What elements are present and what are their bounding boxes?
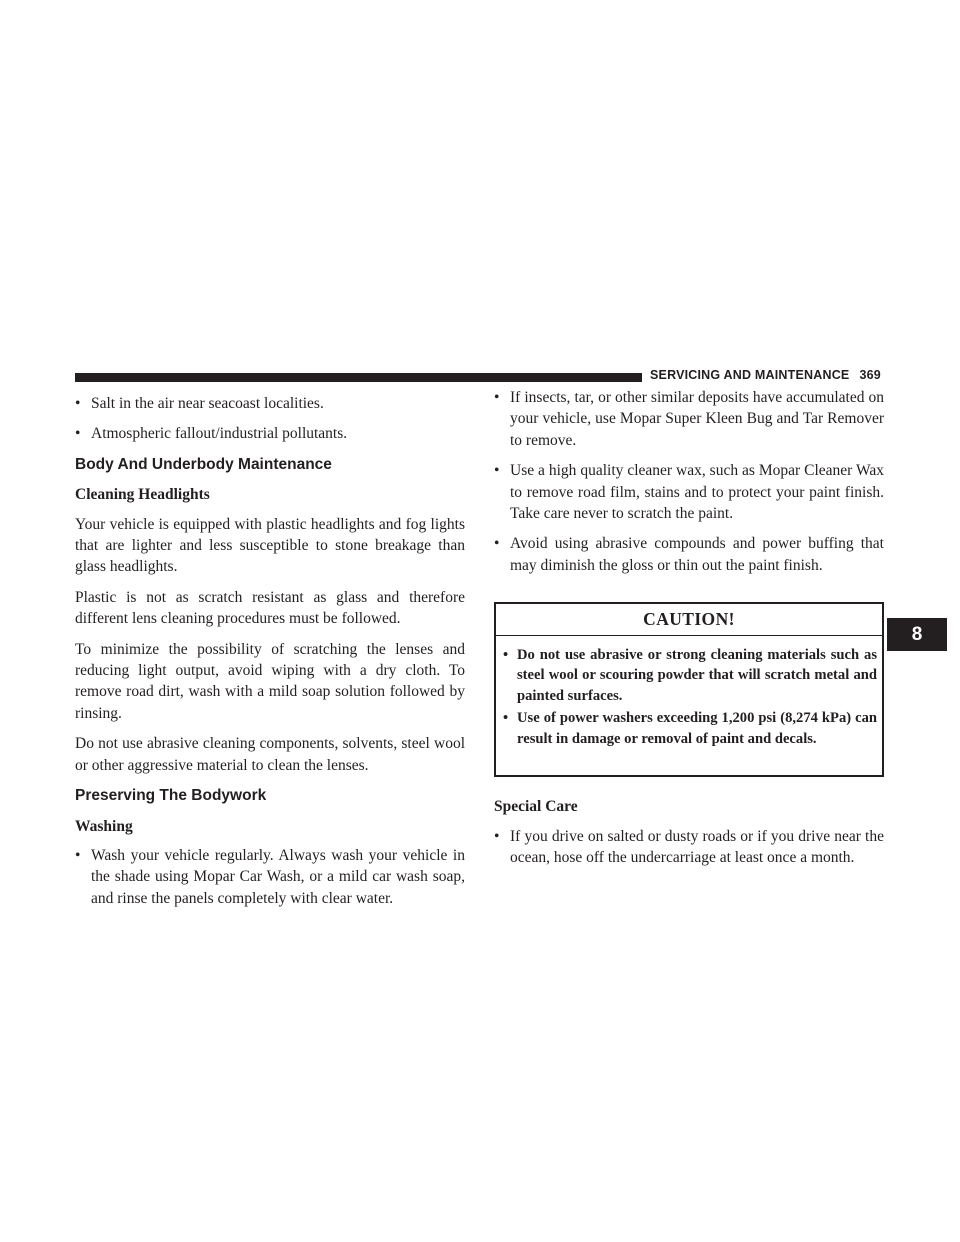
paragraph: Plastic is not as scratch resistant as glass and therefore different lens cleaning procedures must be followed. (75, 588, 465, 628)
left-column (75, 393, 465, 918)
bullet-icon: • (503, 646, 509, 663)
subheading: Special Care (494, 798, 578, 816)
section-title: SERVICING AND MAINTENANCE (650, 368, 850, 382)
caution-box (494, 602, 884, 777)
paragraph: Your vehicle is equipped with plastic headlights and fog lights that are lighter and less susceptible to stone breakage than glass headlights. (75, 515, 465, 576)
paragraph: To minimize the possibility of scratching the lenses and reducing light output, avoid wiping with a dry cloth. To remove road dirt, wash with a mild soap solution followed by rinsing. (75, 640, 465, 722)
page-number: 369 (859, 368, 881, 382)
list-item: • Salt in the air near seacoast localities. (75, 393, 465, 414)
list-item: • Wash your vehicle regularly. Always wash your vehicle in the shade using Mopar Car Wash, or a mild car wash soap, and rinse the panels completely with clear water. (75, 846, 465, 907)
bullet-icon: • (494, 535, 500, 553)
bullet-icon: • (494, 389, 500, 406)
subheading: Cleaning Headlights (75, 486, 210, 504)
bullet-icon: • (75, 425, 81, 443)
caution-item: • Use of power washers exceeding 1,200 psi (8,274 kPa) can result in damage or removal of paint and decals. (503, 710, 877, 747)
running-header (650, 368, 881, 382)
list-item: • If insects, tar, or other similar deposits have accumulated on your vehicle, use Mopar Super Kleen Bug and Tar Remover to remove. (494, 389, 884, 449)
bullet-icon: • (75, 395, 81, 412)
bullet-icon: • (494, 462, 500, 480)
list-item: • If you drive on salted or dusty roads or if you drive near the ocean, hose off the undercarriage at least once a month. (494, 827, 884, 866)
list-item: • Atmospheric fallout/industrial pollutants. (75, 423, 465, 444)
header-rule (75, 373, 642, 382)
subheading: Washing (75, 817, 133, 835)
caution-title: CAUTION! (496, 604, 882, 635)
section-heading: Body And Underbody Maintenance (75, 455, 332, 473)
bullet-icon: • (494, 827, 500, 845)
list-item: • Use a high quality cleaner wax, such as Mopar Cleaner Wax to remove road film, stains and to protect your paint finish. Take care never to scratch the paint. (494, 462, 884, 523)
bullet-icon: • (75, 846, 81, 864)
paragraph: Do not use abrasive cleaning components, solvents, steel wool or other aggressive material to clean the lenses. (75, 735, 465, 774)
caution-item: • Do not use abrasive or strong cleaning materials such as steel wool or scouring powder that will scratch metal and painted surfaces. (503, 646, 877, 704)
chapter-tab: 8 (887, 618, 947, 651)
bullet-icon: • (503, 710, 509, 727)
section-heading: Preserving The Bodywork (75, 787, 267, 805)
list-item: • Avoid using abrasive compounds and power buffing that may diminish the gloss or thin out the paint finish. (494, 535, 884, 574)
right-column (494, 387, 884, 877)
